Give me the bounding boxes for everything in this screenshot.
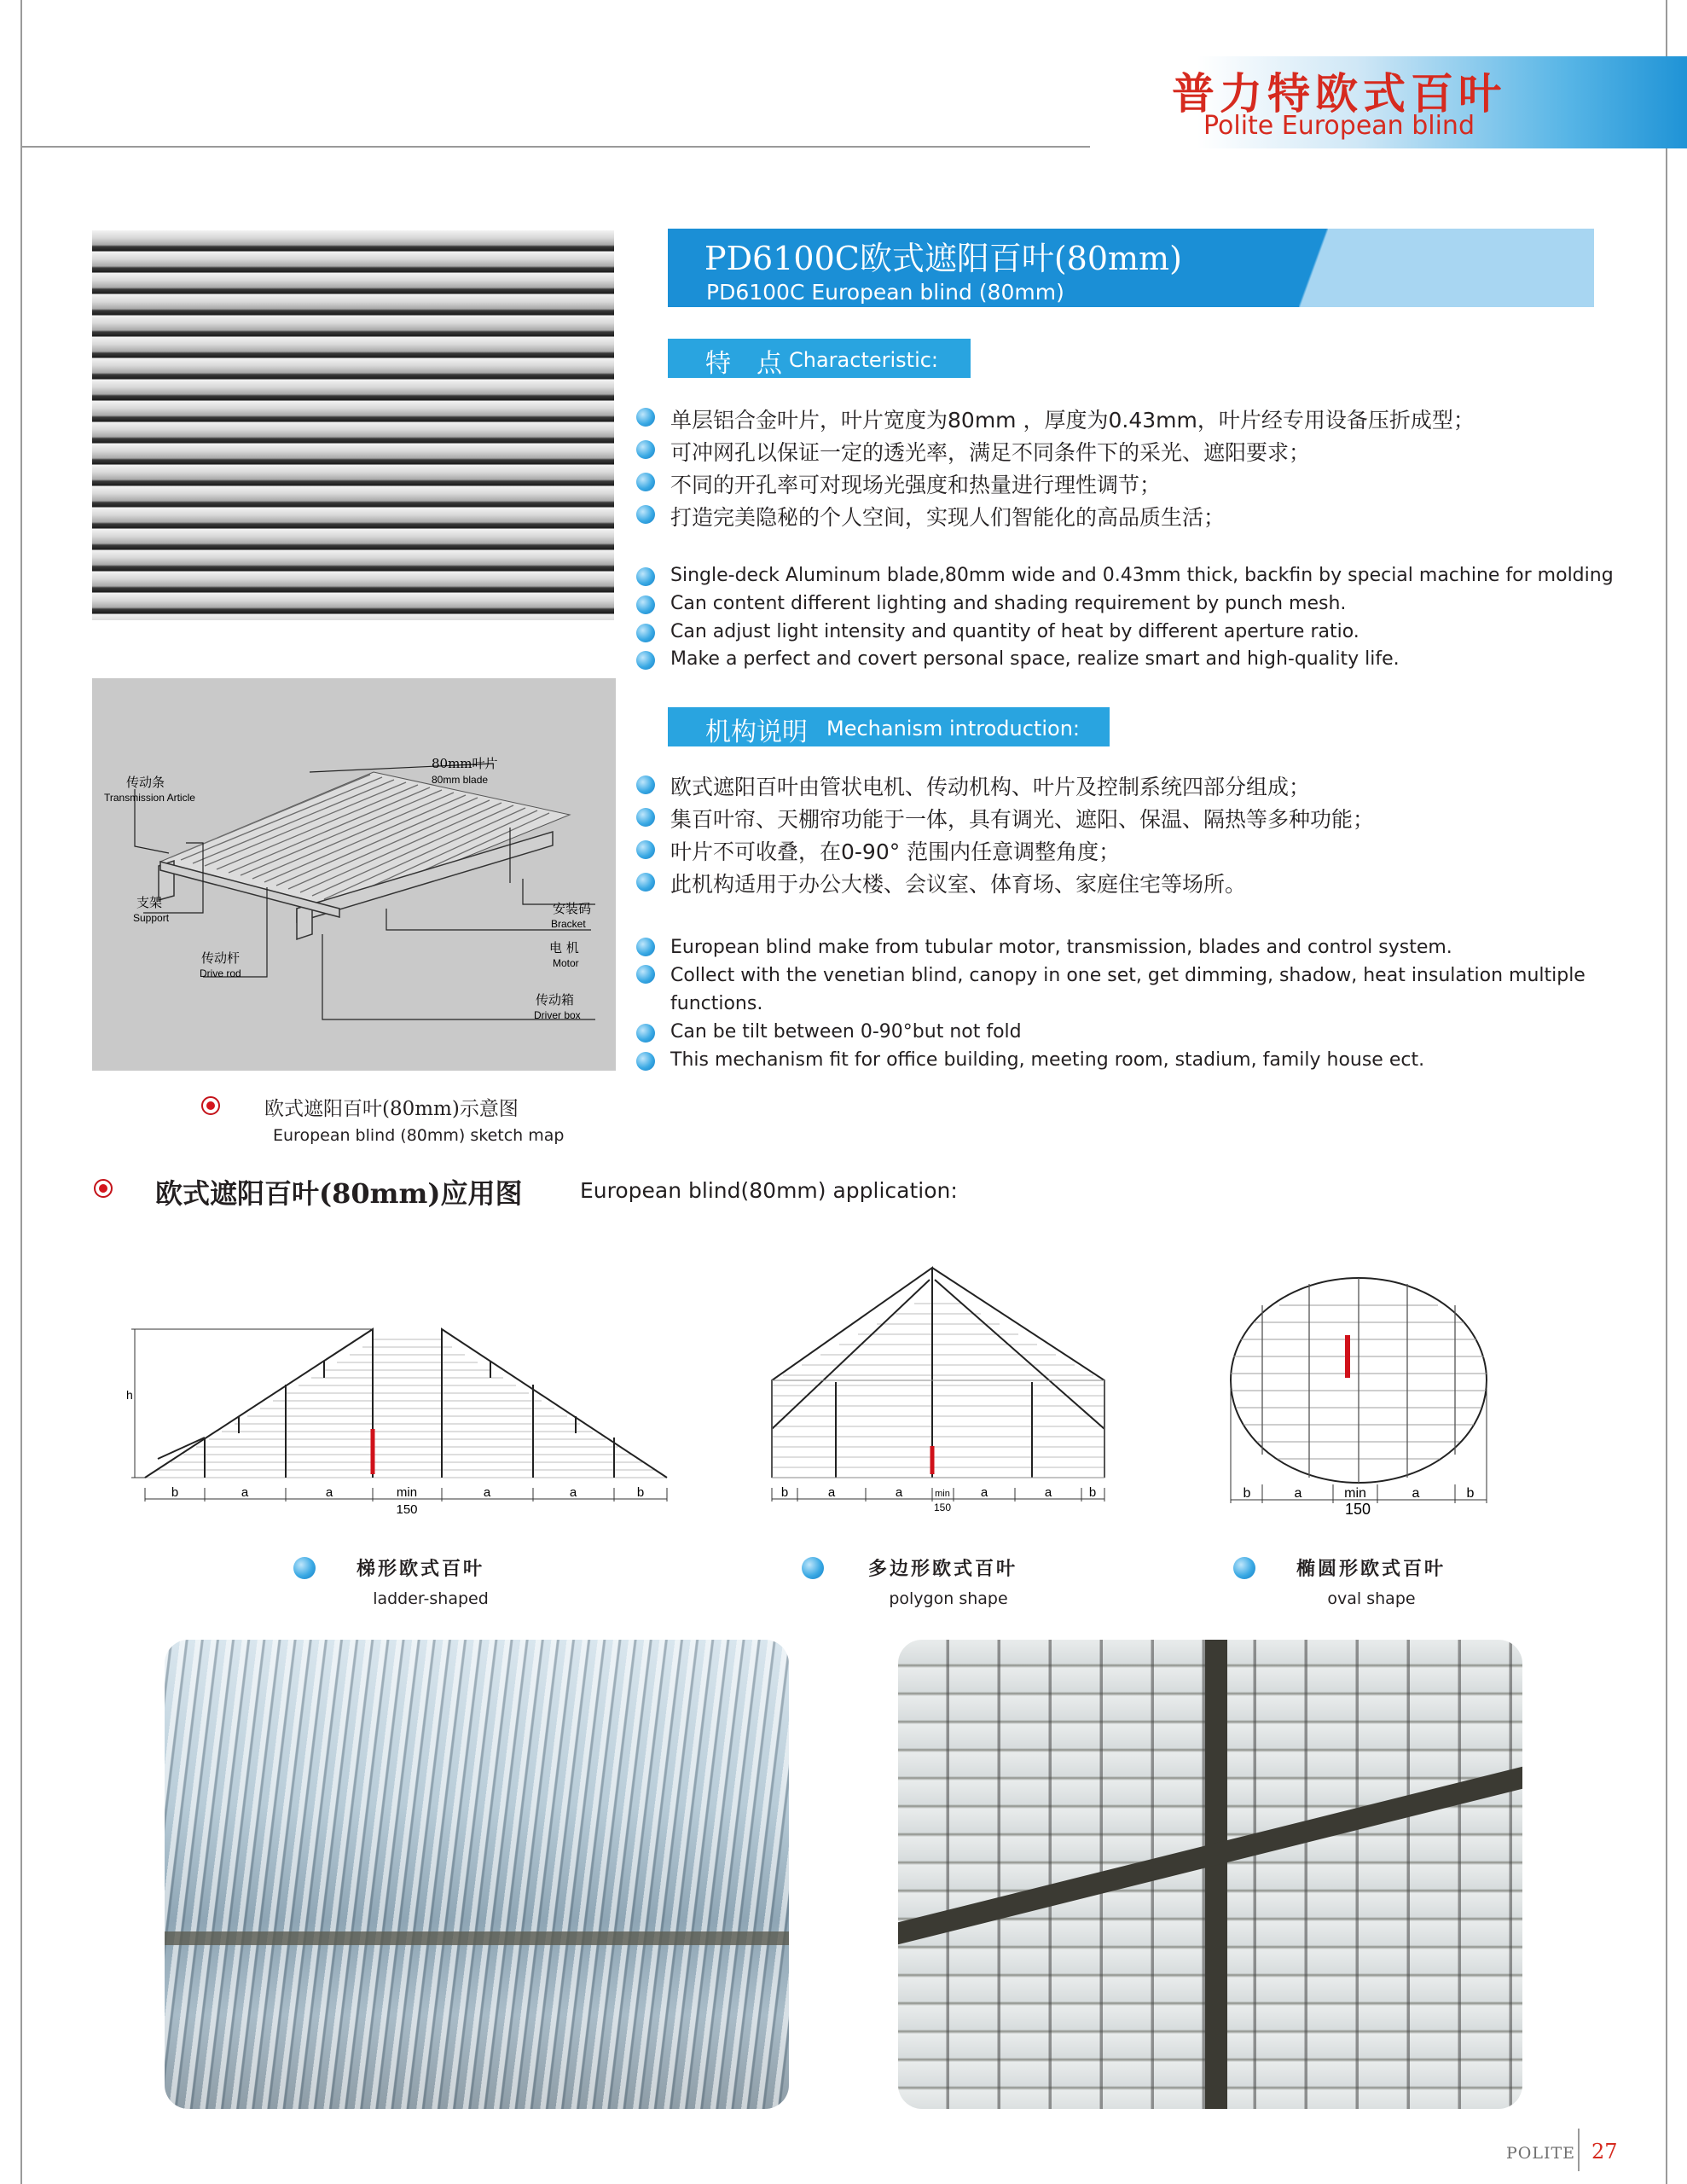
mechanism-en-item: European blind make from tubular motor, transmission, blades and control system. xyxy=(670,937,1452,958)
mechanism-en-item: Collect with the venetian blind, canopy in one set, get dimming, shadow, heat insulation multiple xyxy=(670,965,1586,986)
bullet-icon xyxy=(636,440,655,459)
bullet-icon xyxy=(636,840,655,859)
footer-brand: POLITE xyxy=(1506,2144,1576,2163)
header-rule xyxy=(20,146,1104,148)
product-title-cn: PD6100C欧式遮阳百叶(80mm) xyxy=(704,240,1182,277)
sketch-drawing xyxy=(92,678,616,1071)
ladder-h-label: h xyxy=(126,1388,133,1402)
page-frame-right xyxy=(1666,0,1667,2184)
polygon-dim-a: a xyxy=(827,1485,836,1500)
sketch-label-transmission-en: Transmission Article xyxy=(104,792,195,804)
mechanism-cn-item: 欧式遮阳百叶由管状电机、传动机构、叶片及控制系统四部分组成； xyxy=(670,775,1311,799)
bullet-icon xyxy=(636,1024,655,1043)
oval-dim-b: b xyxy=(1466,1486,1475,1501)
characteristic-cn-item: 单层铝合金叶片，叶片宽度为80mm ，厚度为0.43mm，叶片经专用设备压折成型； xyxy=(670,408,1475,433)
mechanism-en-item: Can be tilt between 0-90°but not fold xyxy=(670,1021,1022,1043)
polygon-dim-b: b xyxy=(1088,1485,1097,1500)
characteristic-cn-item: 可冲网孔以保证一定的透光率，满足不同条件下的采光、遮阳要求； xyxy=(670,440,1311,465)
polygon-dim-b: b xyxy=(780,1485,789,1500)
sketch-label-driverbox-en: Driver box xyxy=(534,1009,581,1021)
oval-dim-b: b xyxy=(1243,1486,1251,1501)
ladder-dim-a: a xyxy=(325,1485,333,1500)
sketch-label-bracket-cn: 安装码 xyxy=(553,901,592,916)
polygon-label-cn: 多边形欧式百叶 xyxy=(868,1558,1018,1580)
mechanism-label-en: Mechanism introduction: xyxy=(826,717,1080,741)
sketch-label-blade-cn: 80mm叶片 xyxy=(432,756,498,771)
ladder-dim-a: a xyxy=(241,1485,249,1500)
application-title-cn: 欧式遮阳百叶(80mm)应用图 xyxy=(155,1177,523,1210)
ladder-dim-a: a xyxy=(483,1485,491,1500)
bullet-icon xyxy=(636,473,655,491)
ladder-total: 150 xyxy=(396,1502,418,1517)
polygon-label-en: polygon shape xyxy=(889,1589,1008,1608)
ladder-dim-min: min xyxy=(396,1485,418,1500)
product-title-bar-notch xyxy=(1299,229,1328,307)
bullet-icon xyxy=(636,595,655,614)
polygon-diagram xyxy=(759,1254,1117,1519)
header-title-cn: 普力特欧式百叶 xyxy=(1172,68,1506,119)
bullet-icon xyxy=(636,651,655,670)
bullet-icon xyxy=(636,808,655,827)
characteristic-tag xyxy=(668,339,971,378)
oval-dim-a: a xyxy=(1294,1486,1302,1501)
oval-dim-a: a xyxy=(1412,1486,1420,1501)
bullet-icon xyxy=(636,873,655,892)
polygon-total: 150 xyxy=(933,1502,952,1513)
oval-label-en: oval shape xyxy=(1327,1589,1416,1608)
ladder-label-cn: 梯形欧式百叶 xyxy=(357,1558,485,1580)
characteristic-en-item: Single-deck Aluminum blade,80mm wide and 0.43mm thick, backfin by special machine for molding xyxy=(670,565,1614,586)
roof-beam xyxy=(1205,1640,1227,2109)
mechanism-cn-item: 此机构适用于办公大楼、会议室、体育场、家庭住宅等场所。 xyxy=(670,872,1247,897)
polygon-dim-a: a xyxy=(1044,1485,1052,1500)
characteristic-label-cn: 特 点 xyxy=(705,349,782,379)
red-bullet-icon xyxy=(201,1096,220,1115)
page-number: 27 xyxy=(1591,2140,1618,2164)
roof-beam xyxy=(165,1931,789,1945)
polygon-dim-a: a xyxy=(980,1485,988,1500)
sketch-label-support-en: Support xyxy=(133,912,170,924)
sketch-label-motor-en: Motor xyxy=(553,957,579,969)
mechanism-tag xyxy=(668,707,1110,746)
sketch-map xyxy=(92,678,616,1071)
bullet-icon xyxy=(802,1557,824,1579)
sketch-label-support-cn: 支架 xyxy=(136,895,163,910)
bullet-icon xyxy=(636,1052,655,1071)
ladder-dim-b: b xyxy=(636,1485,645,1500)
bullet-icon xyxy=(636,775,655,794)
blind-closeup-photo xyxy=(92,230,614,620)
characteristic-cn-item: 不同的开孔率可对现场光强度和热量进行理性调节； xyxy=(670,473,1162,497)
mechanism-en-item: This mechanism fit for office building, meeting room, stadium, family house ect. xyxy=(670,1049,1425,1071)
sketch-caption-cn: 欧式遮阳百叶(80mm)示意图 xyxy=(264,1098,519,1120)
characteristic-cn-item: 打造完美隐秘的个人空间，实现人们智能化的高品质生活； xyxy=(670,505,1226,530)
sketch-label-driverod-en: Drive rod xyxy=(200,967,241,979)
oval-total: 150 xyxy=(1344,1501,1371,1518)
polygon-dim-a: a xyxy=(895,1485,903,1500)
sketch-label-motor-cn: 电 机 xyxy=(549,940,579,956)
bullet-icon xyxy=(293,1557,316,1579)
sketch-label-transmission-cn: 传动条 xyxy=(126,775,165,790)
application-photo-right xyxy=(898,1640,1522,2109)
characteristic-label-en: Characteristic: xyxy=(789,348,939,372)
header-title-en: Polite European blind xyxy=(1203,111,1475,141)
oval-label-cn: 椭圆形欧式百叶 xyxy=(1296,1558,1446,1580)
bullet-icon xyxy=(636,624,655,642)
sketch-label-driverod-cn: 传动杆 xyxy=(201,950,241,966)
sketch-caption-en: European blind (80mm) sketch map xyxy=(273,1126,565,1145)
red-bullet-icon xyxy=(94,1179,113,1198)
product-title-en: PD6100C European blind (80mm) xyxy=(706,280,1064,305)
polygon-dim-min: min xyxy=(935,1489,950,1499)
bullet-icon xyxy=(636,408,655,427)
ladder-label-en: ladder-shaped xyxy=(373,1589,489,1608)
page-frame-left xyxy=(20,0,22,2184)
bullet-icon xyxy=(636,938,655,956)
sketch-label-driverbox-cn: 传动箱 xyxy=(536,992,575,1008)
characteristic-en-item: Can content different lighting and shading requirement by punch mesh. xyxy=(670,593,1347,614)
mechanism-en-item: functions. xyxy=(670,993,763,1014)
sketch-label-bracket-en: Bracket xyxy=(551,918,586,930)
mechanism-label-cn: 机构说明 xyxy=(705,717,808,747)
mechanism-cn-item: 集百叶帘、天棚帘功能于一体，具有调光、遮阳、保温、隔热等多种功能； xyxy=(670,807,1375,832)
characteristic-en-item: Make a perfect and covert personal space, realize smart and high-quality life. xyxy=(670,648,1400,670)
characteristic-en-item: Can adjust light intensity and quantity of heat by different aperture ratio. xyxy=(670,621,1359,642)
sketch-label-blade-en: 80mm blade xyxy=(432,774,489,786)
ladder-dim-a: a xyxy=(569,1485,577,1500)
application-photo-left xyxy=(165,1640,789,2109)
bullet-icon xyxy=(1233,1557,1255,1579)
ladder-dim-b: b xyxy=(171,1485,179,1500)
bullet-icon xyxy=(636,505,655,524)
bullet-icon xyxy=(636,567,655,586)
application-title-en: European blind(80mm) application: xyxy=(580,1178,958,1203)
oval-dim-min: min xyxy=(1344,1486,1366,1501)
footer-separator xyxy=(1578,2129,1580,2171)
ladder-diagram xyxy=(119,1254,682,1519)
mechanism-cn-item: 叶片不可收叠，在0-90° 范围内任意调整角度； xyxy=(670,839,1121,864)
bullet-icon xyxy=(636,965,655,984)
oval-diagram xyxy=(1220,1271,1510,1519)
